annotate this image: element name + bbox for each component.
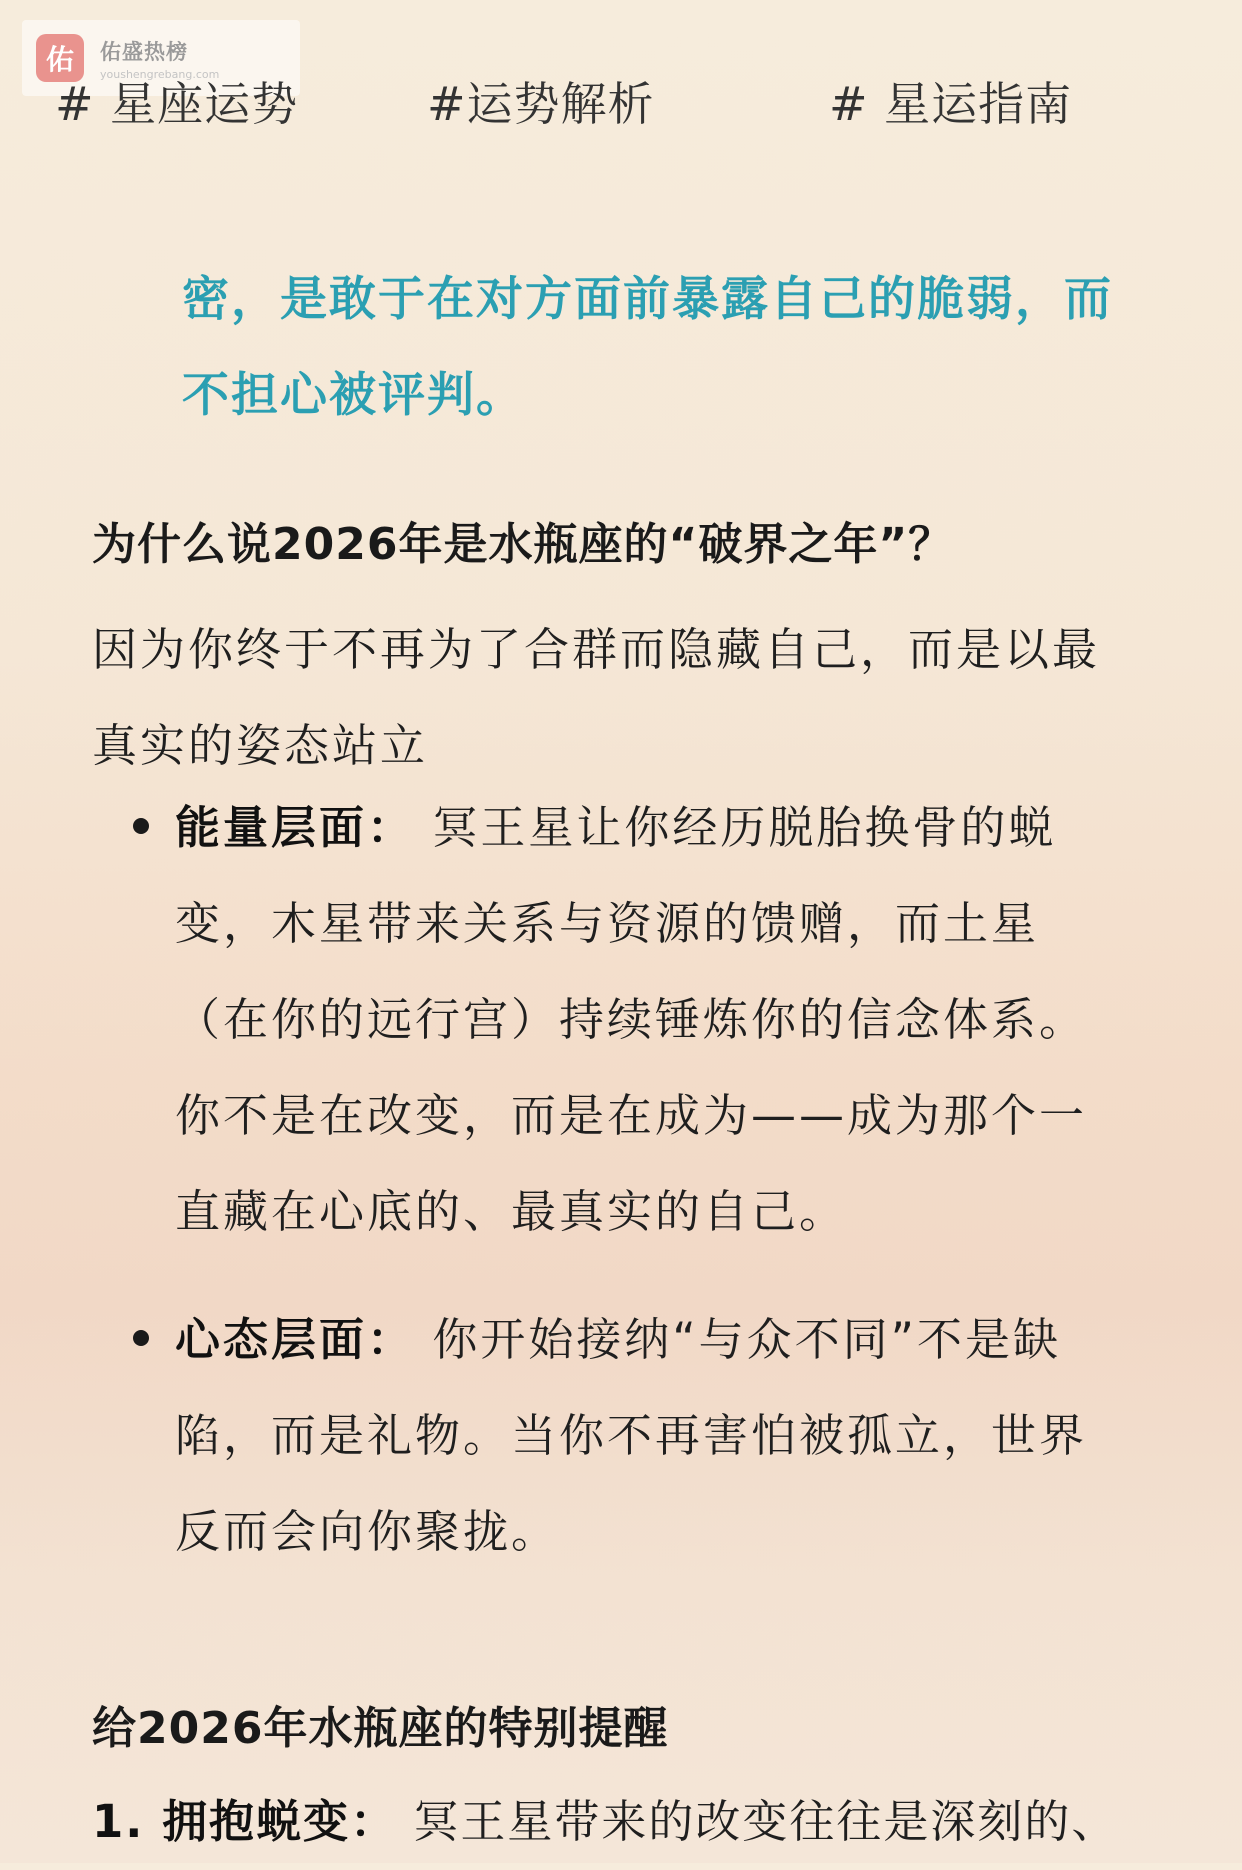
bullet-line: 你不是在改变，而是在成为——成为那个一 [175, 1089, 1088, 1142]
hashtag-2[interactable]: #运势解析 [427, 77, 655, 131]
hashtag-3[interactable]: # 星运指南 [829, 77, 1073, 131]
bullet-text: 你开始接纳“与众不同”不是缺 [415, 1313, 1061, 1366]
quote-line: 密，是敢于在对方面前暴露自己的脆弱，而 [182, 272, 1113, 327]
bullet-text: 冥王星让你经历脱胎换骨的蜕 [415, 801, 1057, 854]
bullet-label: 心态层面： [175, 1313, 416, 1366]
bullet-line: （在你的远行宫）持续锤炼你的信念体系。 [175, 993, 1088, 1046]
bullet-energy-level [175, 780, 1087, 1260]
quote-line: 不担心被评判。 [182, 368, 525, 423]
highlight-quote [182, 252, 1152, 444]
intro-paragraph [92, 602, 1100, 794]
section-heading-special-reminder: 给2026年水瓶座的特别提醒 [92, 1703, 669, 1754]
bullet-label: 能量层面： [175, 801, 416, 854]
bullet-line: 变，木星带来关系与资源的馈赠，而土星 [175, 897, 1040, 950]
watermark-sub: youshengrebang.com [100, 67, 220, 81]
numbered-item-text: 冥王星带来的改变往往是深刻的、 [397, 1795, 1119, 1848]
section-heading-breakthrough-year: 为什么说2026年是水瓶座的“破界之年”？ [92, 519, 954, 570]
bullet-line: 直藏在心底的、最真实的自己。 [175, 1185, 848, 1238]
intro-line: 因为你终于不再为了合群而隐藏自己，而是以最 [92, 623, 1101, 676]
watermark-name: 佑盛热榜 [100, 39, 188, 64]
hashtag-row [55, 68, 1212, 131]
intro-line: 真实的姿态站立 [92, 719, 429, 772]
bullet-line: 反而会向你聚拢。 [175, 1505, 560, 1558]
bullet-first-line [175, 1292, 1087, 1388]
bullet-dot-icon [133, 818, 149, 834]
numbered-item-label: 1. 拥抱蜕变： [92, 1795, 398, 1848]
hashtag-1[interactable]: # 星座运势 [55, 77, 299, 131]
bullet-line: 陷，而是礼物。当你不再害怕被孤立，世界 [175, 1409, 1088, 1462]
numbered-item-embrace-change [92, 1774, 1118, 1870]
bullet-first-line [175, 780, 1087, 876]
bullet-dot-icon [133, 1330, 149, 1346]
bullet-mindset-level [175, 1292, 1087, 1580]
watermark-logo-icon: 佑 [36, 34, 84, 82]
